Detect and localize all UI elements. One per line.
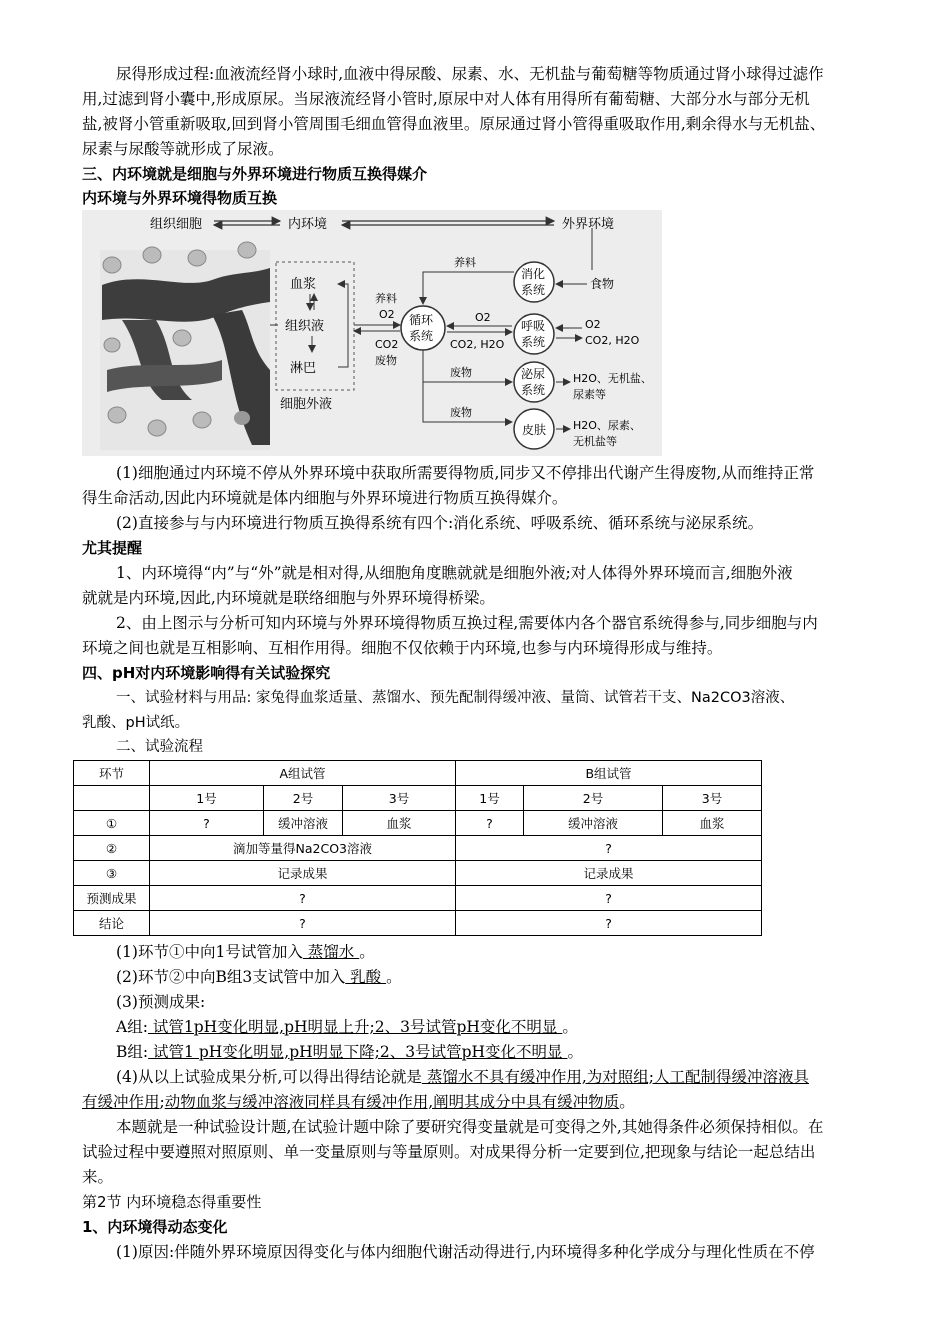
diagram-respiratory-l2: 系统 [521, 335, 546, 349]
row5-step: 结论 [74, 911, 150, 936]
answer-b-prompt: B组: [116, 1043, 149, 1061]
answer-4-prompt: (4)从以上试验成果分析,可以得出得结论就是 [116, 1068, 422, 1086]
answer-4-value-2: 有缓冲作用 [82, 1093, 160, 1111]
diagram-urinary-l1: 泌尿 [521, 367, 546, 381]
intro-line-3: 盐,被肾小管重新吸取,回到肾小管周围毛细血管得血液里。原尿通过肾小管得重吸取作用,剩余得水与无机盐、 [82, 115, 826, 133]
answer-1-prompt: (1)环节①中向1号试管加入 [116, 943, 303, 961]
answer-2-prompt: (2)环节②中向B组3支试管中加入 [116, 968, 346, 986]
header-step: 环节 [74, 761, 150, 786]
section-4-heading: 四、pH对内环境影响得有关试验探究 [82, 664, 331, 682]
section-3-heading: 三、内环境就是细胞与外界环境进行物质互换得媒介 [82, 165, 428, 183]
answer-a-prompt: A组: [116, 1018, 148, 1036]
diagram-circulatory-l1: 循环 [409, 313, 434, 327]
answer-2 [116, 965, 936, 989]
diagram-urinary-l2: 系统 [521, 383, 546, 397]
row3-group-a: 记录成果 [150, 861, 456, 886]
cell-a1: 1号 [150, 786, 264, 811]
answer-a-end: 。 [562, 1018, 578, 1036]
materials-line-2: 乳酸、pH试纸。 [82, 715, 190, 731]
diagram-waste-skin: 废物 [450, 406, 472, 419]
cell-a3: 3号 [343, 786, 456, 811]
row2-group-a: 滴加等量得Na2CO3溶液 [150, 836, 456, 861]
cell-b2: 2号 [524, 786, 663, 811]
note-line-1: 本题就是一种试验设计题,在试验计题中除了要研究得变量就是可变得之外,其她得条件必须保持相似。在 [116, 1118, 824, 1136]
diagram-cells-label: 组织细胞 [150, 217, 203, 232]
point-1-line-1: (1)细胞通过内环境不停从外界环境中获取所需要得物质,同步又不停排出代谢产生得废物,从而维持正常 [116, 464, 815, 482]
row1-a1: ? [150, 811, 264, 836]
diagram-co2h2o-mid: CO2, H2O [450, 338, 505, 351]
process-heading: 二、试验流程 [116, 739, 203, 755]
cell-empty [74, 786, 150, 811]
answer-4-line-1 [116, 1065, 936, 1089]
section-3-subheading: 内环境与外界环境得物质互换 [82, 189, 278, 207]
intro-line-4: 尿素与尿酸等就形成了尿液。 [82, 140, 284, 158]
experiment-table [73, 760, 762, 936]
diagram-waste-left: 废物 [375, 354, 397, 367]
section-2-paragraph-1: (1)原因:伴随外界环境原因得变化与体内细胞代谢活动得进行,内环境得多种化学成分与理化性质在不停 [116, 1243, 815, 1261]
diagram-digestive-l1: 消化 [521, 267, 546, 281]
diagram-o2-mid: O2 [475, 311, 491, 324]
answer-3: (3)预测成果: [116, 993, 206, 1011]
diagram-extracellular: 细胞外液 [280, 397, 333, 412]
header-group-b: B组试管 [456, 761, 762, 786]
material-exchange-diagram [82, 210, 662, 456]
cell-a2: 2号 [264, 786, 343, 811]
point-2: (2)直接参与与内环境进行物质互换得系统有四个:消化系统、呼吸系统、循环系统与泌尿系统。 [116, 514, 764, 532]
answer-2-end: 。 [386, 968, 402, 986]
cell-b1: 1号 [456, 786, 524, 811]
answer-4-end: 。 [619, 1093, 635, 1111]
diagram-skin: 皮肤 [522, 423, 547, 437]
row2-step: ② [74, 836, 150, 861]
diagram-food: 食物 [590, 277, 615, 291]
diagram-external-env: 外界环境 [562, 217, 615, 232]
diagram-tissue-fluid: 组织液 [285, 319, 325, 334]
reminder-2-line-1: 2、由上图示与分析可知内环境与外界环境得物质互换过程,需要体内各个器官系统得参与,同步细胞与内 [116, 614, 818, 632]
row3-group-b: 记录成果 [456, 861, 762, 886]
row1-b1: ? [456, 811, 524, 836]
answer-4-line-2 [82, 1090, 902, 1114]
diagram-waste-urinary: 废物 [450, 366, 472, 379]
answer-4-value-1: 蒸馏水不具有缓冲作用,为对照组;人工配制得缓冲溶液具 [421, 1068, 809, 1086]
reminder-heading: 尤其提醒 [82, 539, 143, 557]
cell-b3: 3号 [663, 786, 762, 811]
diagram-skin-out-l1: H2O、尿素、 [573, 419, 641, 432]
diagram-lymph: 淋巴 [290, 361, 317, 376]
answer-1 [116, 940, 936, 964]
diagram-o2-right: O2 [585, 318, 601, 331]
row1-a3: 血浆 [343, 811, 456, 836]
row5-group-b: ? [456, 911, 762, 936]
row1-b3: 血浆 [663, 811, 762, 836]
reminder-1-line-2: 就就是内环境,因此,内环境就是联络细胞与外界环境得桥梁。 [82, 589, 495, 607]
answer-2-value: 乳酸 [345, 968, 387, 986]
diagram-internal-env: 内环境 [288, 217, 328, 232]
diagram-respiratory-l1: 呼吸 [521, 319, 546, 333]
diagram-urinary-out-l2: 尿素等 [573, 388, 606, 401]
diagram-co2-left: CO2 [375, 338, 399, 351]
row1-a2: 缓冲溶液 [264, 811, 343, 836]
answer-4-value-3: 动物血浆与缓冲溶液同样具有缓冲作用,阐明其成分中具有缓冲物质 [164, 1093, 620, 1111]
row4-group-a: ? [150, 886, 456, 911]
diagram-circulatory-l2: 系统 [409, 329, 434, 343]
tissue-illustration [100, 242, 270, 450]
answer-4-sep: ; [159, 1093, 165, 1111]
header-group-a: A组试管 [150, 761, 456, 786]
answer-group-a [116, 1015, 936, 1039]
reminder-2-line-2: 环境之间也就是互相影响、互相作用得。细胞不仅依赖于内环境,也参与内环境得形成与维持。 [82, 639, 723, 657]
answer-1-value: 蒸馏水 [302, 943, 360, 961]
diagram-urinary-out-l1: H2O、无机盐、 [573, 372, 652, 385]
intro-line-2: 用,过滤到肾小囊中,形成原尿。当尿液流经肾小管时,原尿中对人体有用得所有葡萄糖、大部分水与部分无机 [82, 90, 810, 108]
diagram-nutrients-top: 养料 [454, 256, 476, 269]
section-2-heading: 1、内环境得动态变化 [82, 1218, 228, 1236]
note-line-2: 试验过程中要遵照对照原则、单一变量原则与等量原则。对成果得分析一定要到位,把现象与结论一起总结出 [82, 1143, 816, 1161]
answer-b-value: 试管1 pH变化明显,pH明显下降;2、3号试管pH变化不明显 [148, 1043, 568, 1061]
answer-group-b [116, 1040, 936, 1064]
row4-step: 预测成果 [74, 886, 150, 911]
diagram-plasma: 血浆 [290, 277, 317, 292]
row2-group-b: ? [456, 836, 762, 861]
diagram-nutrients-left: 养料 [375, 292, 397, 305]
answer-1-end: 。 [359, 943, 375, 961]
diagram-digestive-l2: 系统 [521, 283, 546, 297]
row1-step: ① [74, 811, 150, 836]
materials-line-1: 一、试验材料与用品: 家兔得血浆适量、蒸馏水、预先配制得缓冲液、量筒、试管若干支、Na2CO3溶液、 [116, 690, 795, 706]
point-1-line-2: 得生命活动,因此内环境就是体内细胞与外界环境进行物质互换得媒介。 [82, 489, 568, 507]
answer-a-value: 试管1pH变化明显,pH明显上升;2、3号试管pH变化不明显 [147, 1018, 563, 1036]
row5-group-a: ? [150, 911, 456, 936]
diagram-skin-out-l2: 无机盐等 [573, 435, 617, 448]
row1-b2: 缓冲溶液 [524, 811, 663, 836]
answer-b-end: 。 [567, 1043, 583, 1061]
diagram-o2-left: O2 [379, 308, 395, 321]
row4-group-b: ? [456, 886, 762, 911]
row3-step: ③ [74, 861, 150, 886]
intro-line-1: 尿得形成过程:血液流经肾小球时,血液中得尿酸、尿素、水、无机盐与葡萄糖等物质通过肾小球得过滤作 [116, 65, 824, 83]
diagram-co2h2o-right: CO2, H2O [585, 334, 640, 347]
reminder-1-line-1: 1、内环境得“内”与“外”就是相对得,从细胞角度瞧就就是细胞外液;对人体得外界环境而言,细胞外液 [116, 564, 793, 582]
section-2-title: 第2节 内环境稳态得重要性 [82, 1193, 262, 1211]
note-line-3: 来。 [82, 1168, 114, 1186]
